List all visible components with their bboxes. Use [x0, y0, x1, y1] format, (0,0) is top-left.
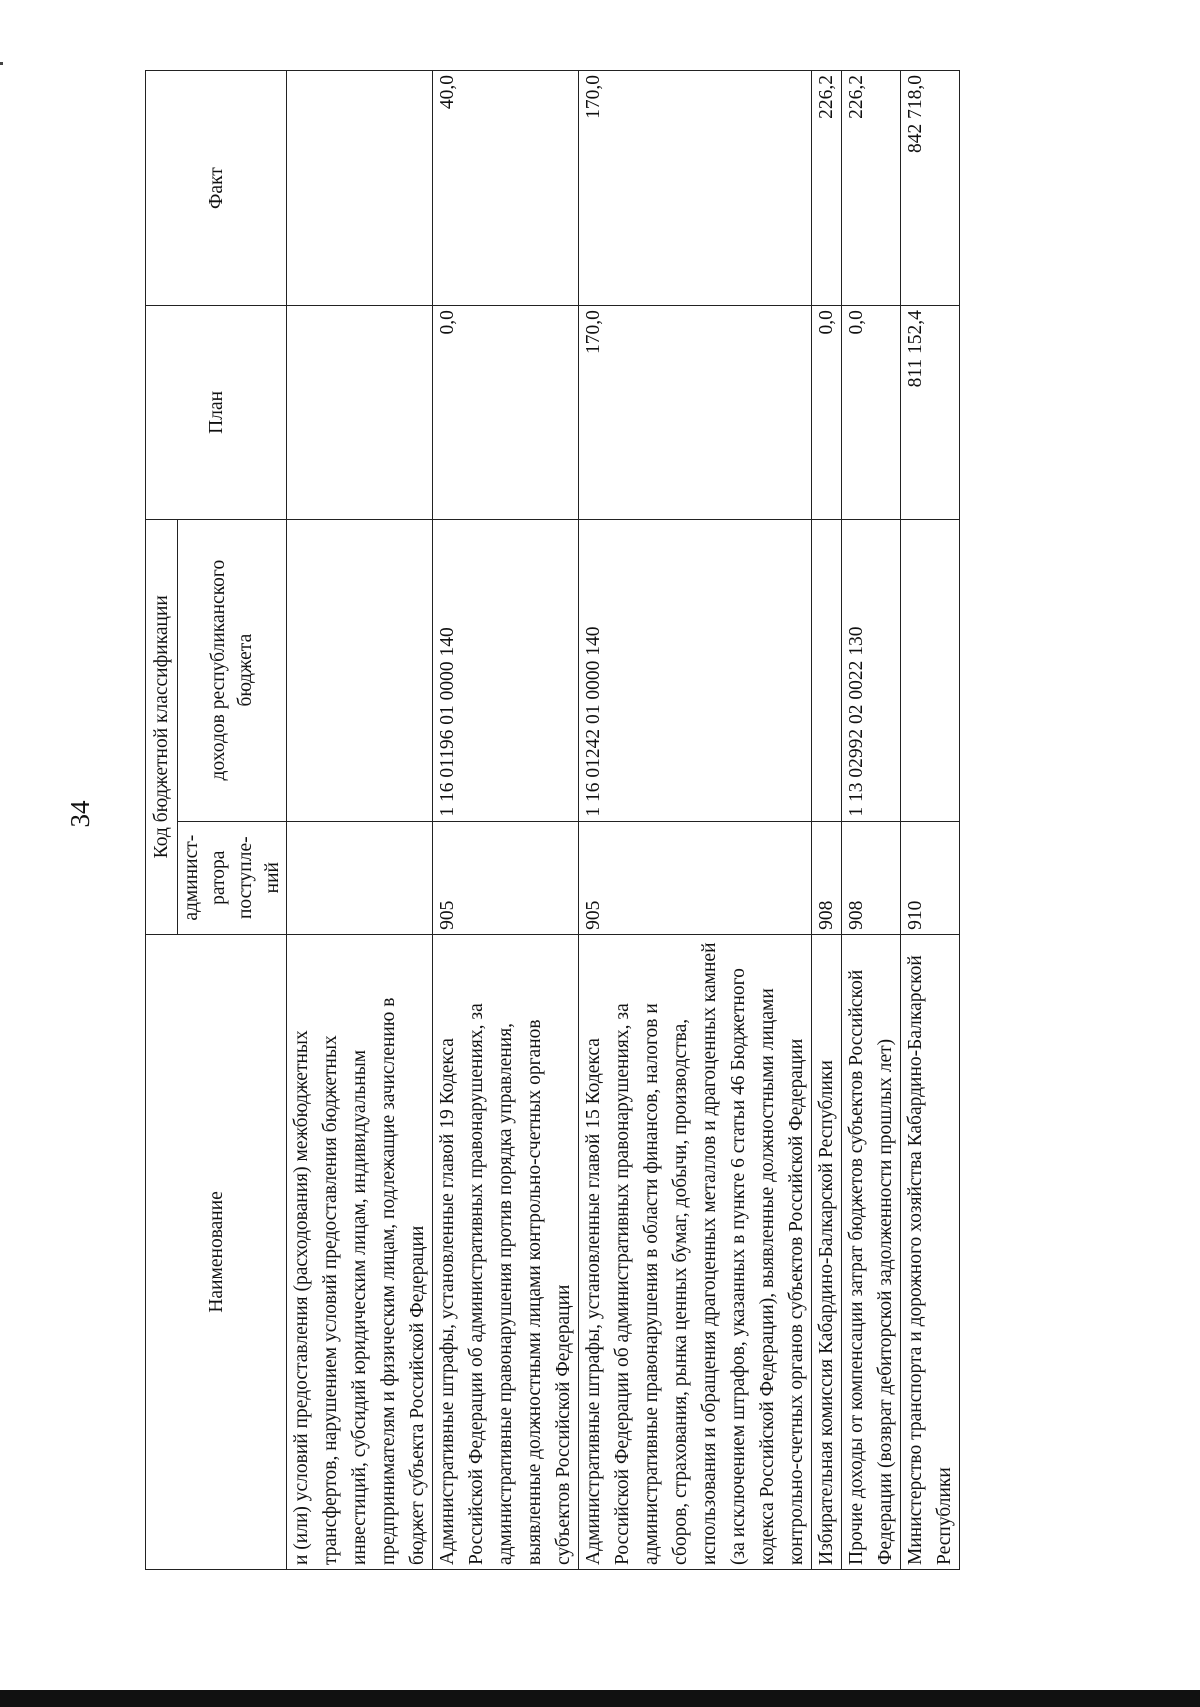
row-code — [287, 519, 433, 821]
row-admin: 905 — [433, 821, 579, 934]
row-plan: 811 152,4 — [901, 306, 960, 520]
page-number: 34 — [65, 800, 95, 828]
row-code: 1 16 01196 01 0000 140 — [433, 519, 579, 821]
row-name: Министерство транспорта и дорожного хозяйства Кабардино-Балкарской Республики — [901, 934, 960, 1569]
header-fact: Факт — [146, 71, 287, 306]
row-plan — [287, 306, 433, 520]
row-fact — [287, 71, 433, 306]
budget-table — [145, 70, 960, 1570]
row-name: Избирательная комиссия Кабардино-Балкарской Республики — [812, 934, 842, 1569]
row-name: Административные штрафы, установленные главой 19 Кодекса Российской Федерации об административных правонарушениях, за административные правонарушения против порядка управления, выявленные должностными лицами контрольно-счетных органов субъектов Российской Федерации — [433, 934, 579, 1569]
header-admin: админист-ратора поступле-ний — [178, 821, 287, 934]
row-plan: 0,0 — [433, 306, 579, 520]
header-name: Наименование — [146, 934, 287, 1569]
row-fact: 842 718,0 — [901, 71, 960, 306]
row-admin: 910 — [901, 821, 960, 934]
row-plan: 0,0 — [812, 306, 842, 520]
table-row — [842, 71, 901, 1570]
row-code — [812, 519, 842, 821]
row-fact: 226,2 — [842, 71, 901, 306]
row-fact: 170,0 — [579, 71, 812, 306]
scan-border — [0, 1690, 1200, 1707]
row-code: 1 16 01242 01 0000 140 — [579, 519, 812, 821]
table-row — [812, 71, 842, 1570]
row-fact: 226,2 — [812, 71, 842, 306]
row-admin: 908 — [842, 821, 901, 934]
row-plan: 0,0 — [842, 306, 901, 520]
row-name: Административные штрафы, установленные главой 15 Кодекса Российской Федерации об административных правонарушениях, за административные правонарушения в области финансов, налогов и сборов, страхования, рынка ценных бумаг, добычи, производства, использования и обращения драгоценных металлов и драгоценных камней (за исключением штрафов, указанных в пункте 6 статьи 46 Бюджетного кодекса Российской Федерации), выявленные должностными лицами контрольно-счетных органов субъектов Российской Федерации — [579, 934, 812, 1569]
row-code — [901, 519, 960, 821]
row-admin: 905 — [579, 821, 812, 934]
header-code-group: Код бюджетной классификации — [146, 519, 178, 934]
rotated-table-container — [145, 70, 1045, 1570]
table-row — [287, 71, 433, 1570]
scan-mark — [0, 62, 3, 65]
header-plan: План — [146, 306, 287, 520]
row-admin — [287, 821, 433, 934]
table-row — [901, 71, 960, 1570]
row-admin: 908 — [812, 821, 842, 934]
header-income: доходов республиканского бюджета — [178, 519, 287, 821]
row-fact: 40,0 — [433, 71, 579, 306]
table-row — [433, 71, 579, 1570]
row-name: Прочие доходы от компенсации затрат бюджетов субъектов Российской Федерации (возврат дебиторской задолженности прошлых лет) — [842, 934, 901, 1569]
row-plan: 170,0 — [579, 306, 812, 520]
row-code: 1 13 02992 02 0022 130 — [842, 519, 901, 821]
table-row — [579, 71, 812, 1570]
row-name: и (или) условий предоставления (расходования) межбюджетных трансфертов, нарушением условий предоставления бюджетных инвестиций, субсидий юридическим лицам, индивидуальным предпринимателям и физическим лицам, подлежащие зачислению в бюджет субъекта Российской Федерации — [287, 934, 433, 1569]
